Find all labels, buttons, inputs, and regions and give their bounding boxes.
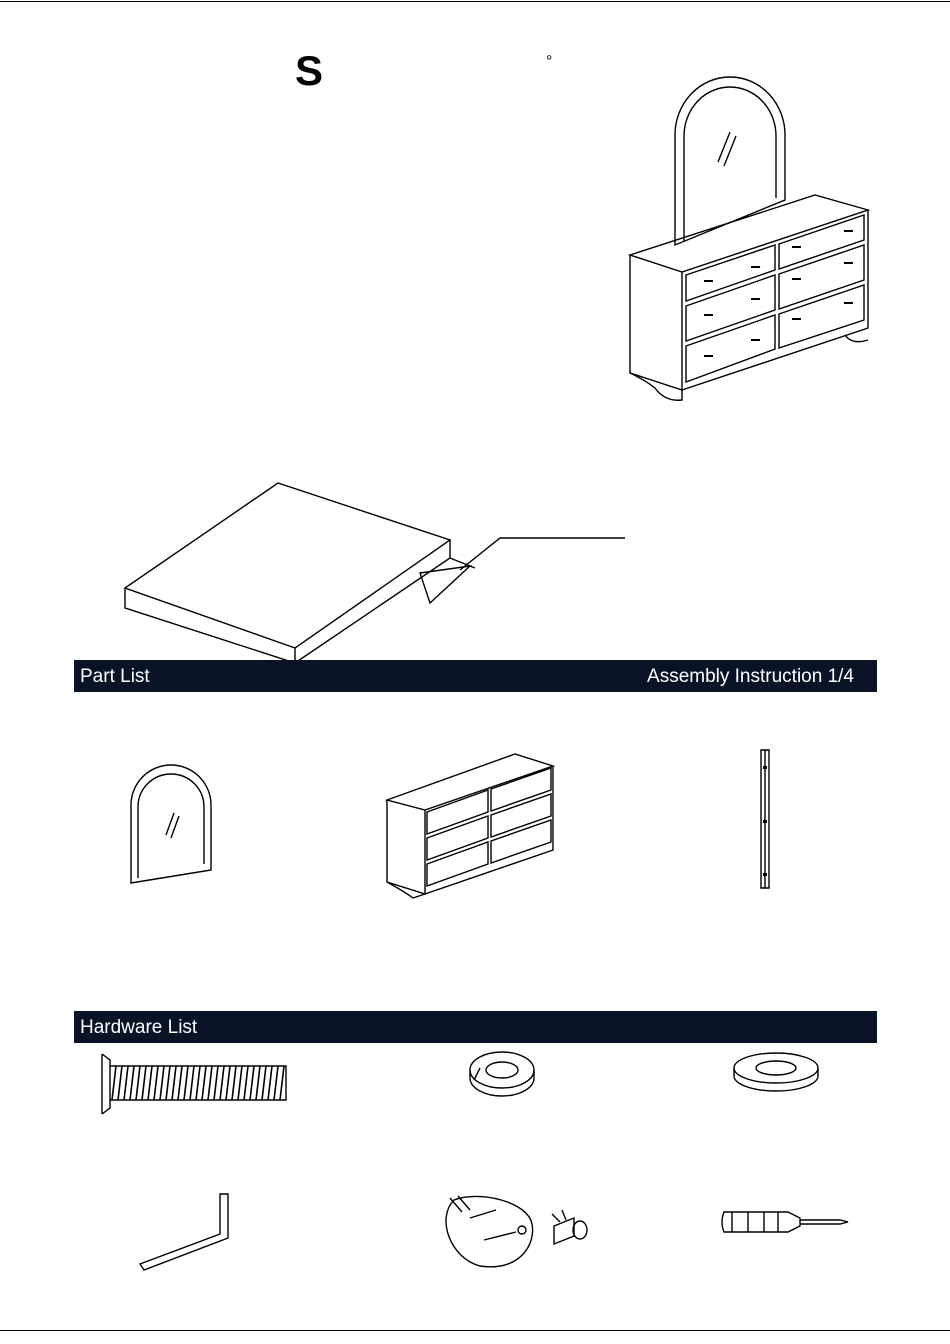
- hardware-list-header: [74, 1011, 877, 1043]
- packaging-box-illustration: [120, 478, 630, 663]
- bolt-icon: [96, 1052, 288, 1116]
- allen-key-icon: [134, 1192, 234, 1272]
- mirror-icon: [128, 765, 213, 887]
- title-mark: °: [546, 53, 553, 70]
- hardware-list-label: Hardware List: [80, 1017, 198, 1038]
- part-list-header: [74, 660, 877, 692]
- anti-tip-kit-icon: [440, 1188, 592, 1272]
- dresser-icon: [385, 752, 555, 900]
- spring-washer-icon: [466, 1048, 538, 1098]
- bottom-rule: [0, 1330, 950, 1331]
- assembly-step-label: Assembly Instruction 1/4: [647, 666, 854, 687]
- flat-washer-icon: [730, 1050, 822, 1094]
- screwdriver-icon: [718, 1204, 850, 1242]
- part-list-label: Part List: [80, 666, 150, 687]
- mirror-support-bracket-icon: [758, 748, 772, 890]
- dresser-with-mirror-illustration: [620, 70, 875, 405]
- top-rule: [0, 1, 950, 2]
- title-glyph: S: [295, 47, 324, 94]
